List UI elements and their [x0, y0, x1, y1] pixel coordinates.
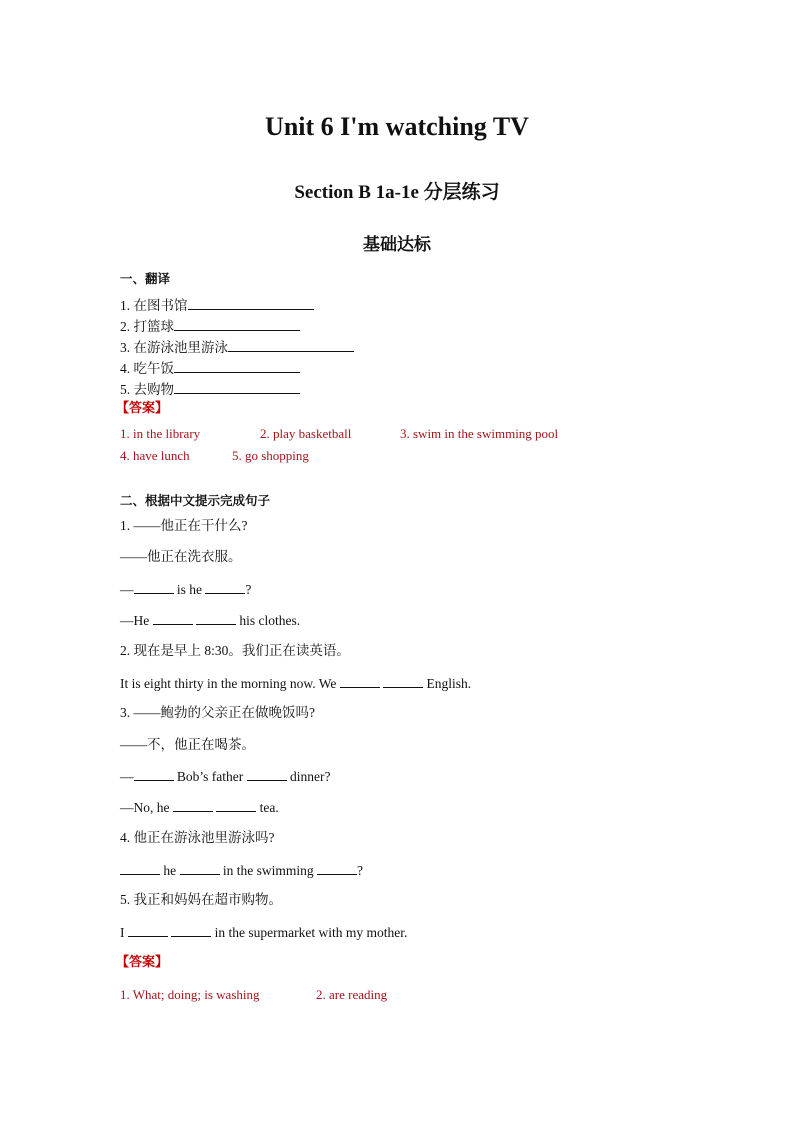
- blank-line: [228, 338, 354, 352]
- question-zh: ——他正在洗衣服。: [120, 549, 242, 564]
- answer-item: 4. have lunch: [120, 448, 190, 463]
- question-en: — Bob’s father dinner?: [120, 769, 331, 784]
- blank-line: [383, 674, 423, 688]
- blank-line: [196, 611, 236, 625]
- blank-line: [188, 296, 314, 310]
- answer-label: 【答案】: [116, 955, 169, 970]
- blank-line: [174, 380, 300, 394]
- question-en: he in the swimming ?: [120, 861, 363, 880]
- answer-item: 1. What; doing; is washing: [120, 987, 260, 1002]
- blank-line: [120, 861, 160, 875]
- section-subtitle: Section B 1a-1e 分层练习: [294, 182, 500, 203]
- question-en: —No, he tea.: [120, 800, 279, 815]
- part1-item: 4. 吃午饭: [120, 359, 300, 378]
- level-heading: 基础达标: [363, 235, 431, 254]
- answer-item: 2. play basketball: [260, 426, 352, 441]
- blank-line: [216, 798, 256, 812]
- question-zh: 5. 我正和妈妈在超市购物。: [120, 892, 282, 907]
- part1-item: 3. 在游泳池里游泳: [120, 338, 354, 357]
- part1-header: 一、翻译: [120, 271, 171, 286]
- answer-item: 1. in the library: [120, 426, 201, 441]
- question-en: It is eight thirty in the morning now. We English.: [120, 676, 472, 691]
- answer-item: 2. are reading: [316, 987, 388, 1002]
- blank-line: [317, 861, 357, 875]
- blank-line: [171, 923, 211, 937]
- part1-item: 2. 打篮球: [120, 317, 300, 336]
- question-en: I in the supermarket with my mother.: [120, 925, 408, 940]
- answer-item: 3. swim in the swimming pool: [400, 426, 559, 441]
- blank-line: [180, 861, 220, 875]
- blank-line: [174, 359, 300, 373]
- question-zh: ——不，他正在喝茶。: [120, 737, 255, 752]
- part1-item: 5. 去购物: [120, 380, 300, 399]
- blank-line: [173, 798, 213, 812]
- part2-header: 二、根据中文提示完成句子: [120, 493, 271, 508]
- blank-line: [153, 611, 193, 625]
- blank-line: [340, 674, 380, 688]
- question-zh: 3. ——鲍勃的父亲正在做晚饭吗?: [120, 705, 315, 720]
- question-en: —He his clothes.: [120, 613, 301, 628]
- blank-line: [247, 767, 287, 781]
- blank-line: [128, 923, 168, 937]
- answer-item: 5. go shopping: [232, 448, 309, 463]
- blank-line: [205, 580, 245, 594]
- part1-item: 1. 在图书馆: [120, 296, 314, 315]
- page-title: Unit 6 I'm watching TV: [265, 112, 529, 141]
- blank-line: [174, 317, 300, 331]
- blank-line: [134, 580, 174, 594]
- question-zh: 4. 他正在游泳池里游泳吗?: [120, 830, 275, 845]
- question-en: — is he ?: [120, 582, 252, 597]
- answer-label: 【答案】: [116, 401, 169, 416]
- question-zh: 1. ——他正在干什么?: [120, 518, 248, 533]
- question-zh: 2. 现在是早上 8:30。我们正在读英语。: [120, 643, 350, 658]
- blank-line: [134, 767, 174, 781]
